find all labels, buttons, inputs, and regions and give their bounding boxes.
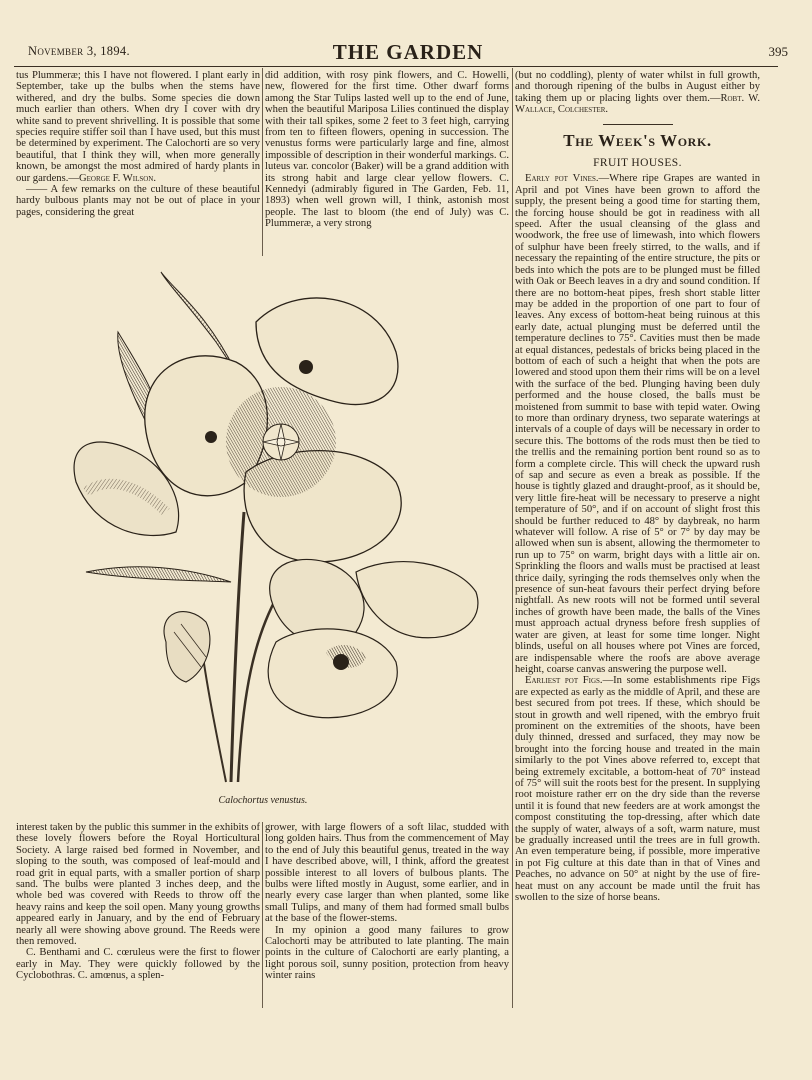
column-divider	[512, 68, 513, 1008]
signature: —George F. Wilson.	[68, 172, 157, 184]
issue-date: November 3, 1894.	[28, 44, 130, 58]
column-divider	[262, 822, 263, 1008]
column-2-bottom	[265, 822, 509, 982]
paragraph: Earliest pot Figs.—In some establishments ripe Figs are expected as early as the middle of April, and these are best secured from pot trees. If these, which should be stout in growth and well ripened, with the embryo fruit prominent on the extremities of the shoots, have been duly thinned, dressed and surfaced, they may now be brought into the forcing house and treated in the main similarly to the pot Vines above referred to, except that being extremely excitable, a bottom-heat of 70° instead of 75° will suit the roots best for the present. In supplying root moisture rather err on the dry side than the reverse until it is found that new feeders are at work amongst the compost constituting the top-dressing, after which date the supply of water, always of a soft, warm nature, must be gradually increased until the trees are in full growth. An even temperature being, if possible, more imperative in pot Fig culture at this date than in that of Vines and Peaches, no advance on 50° at night by the use of fire-heat must on any account be made until the fruit has swollen to the size of horse beans.	[515, 675, 760, 904]
column-1-bottom	[16, 822, 260, 982]
section-rule	[603, 124, 673, 125]
paragraph: Early pot Vines.—Where ripe Grapes are wanted in April and pot Vines have been grown to afford the supply, the present being a good time for starting them, the forcing house should be got in readiness with all speed. After the usual cleansing of the glass and woodwork, the free use of limewash, into which flowers of sulphur have been freely stirred, to the walls, and if necessary the repainting of the entire structure, the pits or beds into which the pots are to be plunged must be filled with Oak or Beech leaves in a dry and sound condition. If there are no bottom-heat pipes, fresh short stable litter may be added in the proportion of one part to four of leaves. Any excess of bottom-heat being ruinous at this early date, actual plunging must be deferred until the temperature declines to 75°. Cavities must then be made at equal distances, pedestals of bricks being placed in the bottom of each of such a height that when the pots are lowered and stood upon them their rims will be on a level with the surface of the bed. Plunging having been duly performed and the house closed, the balls must be moistened from summit to base with tepid water. Owing to more than ordinary dryness, two separate waterings at intervals of a couple of days will be necessary in order to secure this. The bottoms of the rods must then be tied to the trellis and the remaining portion bent round so as to form a complete circle. This will check the upward rush of sap and secure as even a break as possible. If the house is tightly glazed and draught-proof, as it should be, very little fire-heat will be necessary to preserve a night temperature of 50°, and if on account of slight frost this should be further reduced to 48° by daybreak, no harm whatever will follow. A rise of 5° or 7° by day may be allowed when sun is absent, allowing the thermometer to run up to 75° on warm, bright days with a little air on. Sprinkling the floors and walls must be practised at least thrice daily, syringing the rods themselves only when the presence of sun-heat favours their perfect drying before nightfall. As new roots will not be formed until several inches of growth have been made, the balls of the Vines must approach actual dryness before fresh supplies of water are given, at least for some time longer. Night blinds, useful on all houses where pot Vines are forced, are indispensable where the roofs are above average height, coarse canvas answering the purpose well.	[515, 173, 760, 675]
paragraph: In my opinion a good many failures to grow Calochorti may be attributed to late planting. The main points in the culture of Calochorti are early planting, a light porous soil, sunny position, protection from heavy winter rains	[265, 924, 509, 982]
paragraph: grower, with large flowers of a soft lilac, studded with long golden hairs. Thus from the commencement of May to the end of July this beautiful genus, treated in the way I have described above, will, I think, afford the greatest possible interest to all lovers of bulbous plants. The bulbs were lifted mostly in August, some earlier, and in nearly every case larger than when planted, some like small Tulips, and many of them had formed small bulbs at the base of the flower-stems.	[265, 822, 509, 925]
paragraph: (but no coddling), plenty of water whilst in full growth, and thorough ripening of the bulbs in August either by taking them up or placing lights over them.—Robt. W. Wallace, Colchester.	[515, 70, 760, 116]
signature: —Robt. W. Wallace, Colchester.	[515, 92, 760, 116]
paragraph: C. Benthami and C. cœruleus were the first to flower early in May. They were quickly followed by the Cyclobothras. C. amœnus, a splen-	[16, 947, 260, 982]
figure	[16, 0, 510, 810]
journal-title: THE GARDEN	[332, 40, 484, 64]
column-3	[515, 70, 760, 903]
paragraph: interest taken by the public this summer in the exhibits of these lovely flowers before the Royal Horticultural Society. A large raised bed formed in November, and sloping to the south, was composed of leaf-mould and road grit in equal parts, with a smaller portion of sharp sand. The bulbs were planted 3 inches deep, and the whole bed was covered with Reeds to throw off the heavy rains and keep the soil open. Many young growths appeared early in January, and by the end of February nearly all were showing above ground. The Reeds were then removed.	[16, 822, 260, 948]
subsection-heading: FRUIT HOUSES.	[593, 157, 682, 170]
paragraph: —— A few remarks on the culture of these beautiful hardy bulbous plants may not be out of place in your pages, considering the great	[16, 184, 260, 218]
run-in-heading: Earliest pot Figs.	[525, 675, 603, 687]
run-in-heading: Early pot Vines.	[525, 173, 599, 185]
section-heading: The Week's Work.	[563, 130, 712, 150]
figure-caption: Calochortus venustus.	[218, 795, 308, 806]
paragraph: tus Plummeræ; this I have not flowered. I plant early in September, take up the bulbs when the stems have withered, and dry the bulbs. Some species die down much earlier than others. When dry I cover with dry white sand to prevent shrivelling. It is possible that some species require stiffer soil than I have used, but this must be determined by experiment. The Calochorti are so very beautiful, that I think they will, when more generally known, be amongst the most admired of hardy plants in our gardens.—George F. Wilson.	[16, 70, 260, 184]
calochortus-illustration	[56, 262, 496, 792]
page-number: 395	[768, 44, 788, 59]
paragraph: did addition, with rosy pink flowers, and C. Howelli, new, flowered for the first time. Other dwarf forms among the Star Tulips lasted well up to the end of June, when the beautiful Mariposa Lilies continued the display with their tall spikes, some 2 feet to 3 feet high, carrying from ten to fifteen flowers, opening in succession. The venustus forms were particularly large and fine, almost impossible of description in their wonderful markings. C. luteus var. concolor (Baker) will be a grand addition with its strong habit and large clear yellow flowers. C. Kennedyi (admirably figured in The Garden, Feb. 11, 1893) when well grown will, I think, astonish most people. The last to bloom (the end of July) was C. Plummeræ, a very strong	[265, 70, 509, 230]
